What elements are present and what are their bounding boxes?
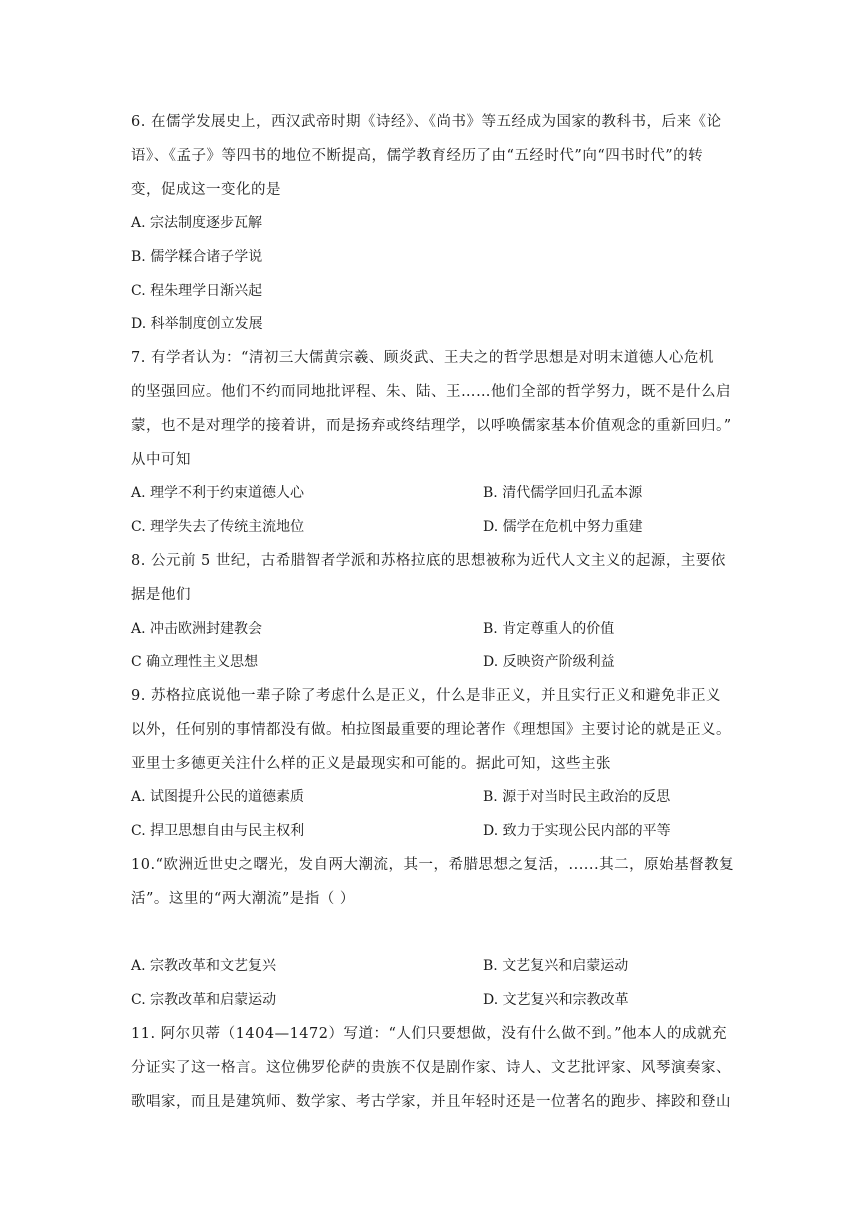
question-7-stem-line-2: 的坚强回应。他们不约而同地批评程、朱、陆、王……他们全部的哲学努力，既不是什么启 (131, 384, 731, 400)
question-11-stem-line-1: 11. 阿尔贝蒂（1404—1472）写道：“人们只要想做，没有什么做不到。”他本人的成就充 (131, 1026, 728, 1042)
question-8-option-b: B. 肯定尊重人的价值 (483, 621, 615, 637)
question-7-option-c: C. 理学失去了传统主流地位 (131, 519, 305, 535)
question-8-option-d: D. 反映资产阶级利益 (483, 654, 615, 670)
question-6-option-a: A. 宗法制度逐步瓦解 (131, 215, 263, 231)
question-9-stem-line-1: 9. 苏格拉底说他一辈子除了考虑什么是正义，什么是非正义，并且实行正义和避免非正义 (131, 688, 721, 704)
question-7-option-a: A. 理学不利于约束道德人心 (131, 485, 305, 501)
question-8-option-a: A. 冲击欧洲封建教会 (131, 621, 263, 637)
question-6-stem-line-1: 6. 在儒学发展史上，西汉武帝时期《诗经》、《尚书》等五经成为国家的教科书，后来《论 (131, 114, 722, 130)
question-10-option-c: C. 宗教改革和启蒙运动 (131, 992, 277, 1008)
question-11-stem-line-3: 歌唱家，而且是建筑师、数学家、考古学家，并且年轻时还是一位著名的跑步、摔跤和登山 (131, 1094, 731, 1110)
question-6-option-b: B. 儒学糅合诸子学说 (131, 249, 263, 265)
question-8-stem-line-2: 据是他们 (131, 587, 191, 603)
question-9-option-a: A. 试图提升公民的道德素质 (131, 789, 305, 805)
question-6-option-c: C. 程朱理学日渐兴起 (131, 283, 263, 299)
question-8-stem-line-1: 8. 公元前 5 世纪，古希腊智者学派和苏格拉底的思想被称为近代人文主义的起源，主要依 (131, 553, 726, 569)
question-11-stem-line-2: 分证实了这一格言。这位佛罗伦萨的贵族不仅是剧作家、诗人、文艺批评家、风琴演奏家、 (131, 1060, 731, 1076)
question-9-option-c: C. 捍卫思想自由与民主权利 (131, 823, 305, 839)
question-9-stem-line-2: 以外，任何别的事情都没有做。柏拉图最重要的理论著作《理想国》主要讨论的就是正义。 (131, 722, 731, 738)
question-7-option-b: B. 清代儒学回归孔孟本源 (483, 485, 643, 501)
question-6-option-d: D. 科举制度创立发展 (131, 316, 263, 332)
question-9-stem-line-3: 亚里士多德更关注什么样的正义是最现实和可能的。据此可知，这些主张 (131, 756, 611, 772)
question-10-stem-line-2: 活”。这里的“两大潮流”是指（ ） (131, 891, 355, 907)
question-8-option-c: C 确立理性主义思想 (131, 654, 259, 670)
question-6-stem-line-2: 语》、《孟子》等四书的地位不断提高，儒学教育经历了由“五经时代”向“四书时代”的转 (131, 148, 704, 164)
question-7-stem-line-1: 7. 有学者认为：“清初三大儒黄宗羲、顾炎武、王夫之的哲学思想是对明末道德人心危机 (131, 350, 714, 366)
question-7-stem-line-4: 从中可知 (131, 452, 191, 468)
question-7-stem-line-3: 蒙，也不是对理学的接着讲，而是扬弃或终结理学，以呼唤儒家基本价值观念的重新回归。” (131, 418, 732, 434)
question-6-stem-line-3: 变，促成这一变化的是 (131, 182, 281, 198)
question-9-option-b: B. 源于对当时民主政治的反思 (483, 789, 671, 805)
question-7-option-d: D. 儒学在危机中努力重建 (483, 519, 643, 535)
question-10-option-b: B. 文艺复兴和启蒙运动 (483, 958, 629, 974)
question-10-option-a: A. 宗教改革和文艺复兴 (131, 958, 277, 974)
question-10-option-d: D. 文艺复兴和宗教改革 (483, 992, 629, 1008)
question-9-option-d: D. 致力于实现公民内部的平等 (483, 823, 671, 839)
question-10-stem-line-1: 10.“欧洲近世史之曙光，发自两大潮流，其一，希腊思想之复活，......其二，原始基督教复 (131, 857, 735, 873)
